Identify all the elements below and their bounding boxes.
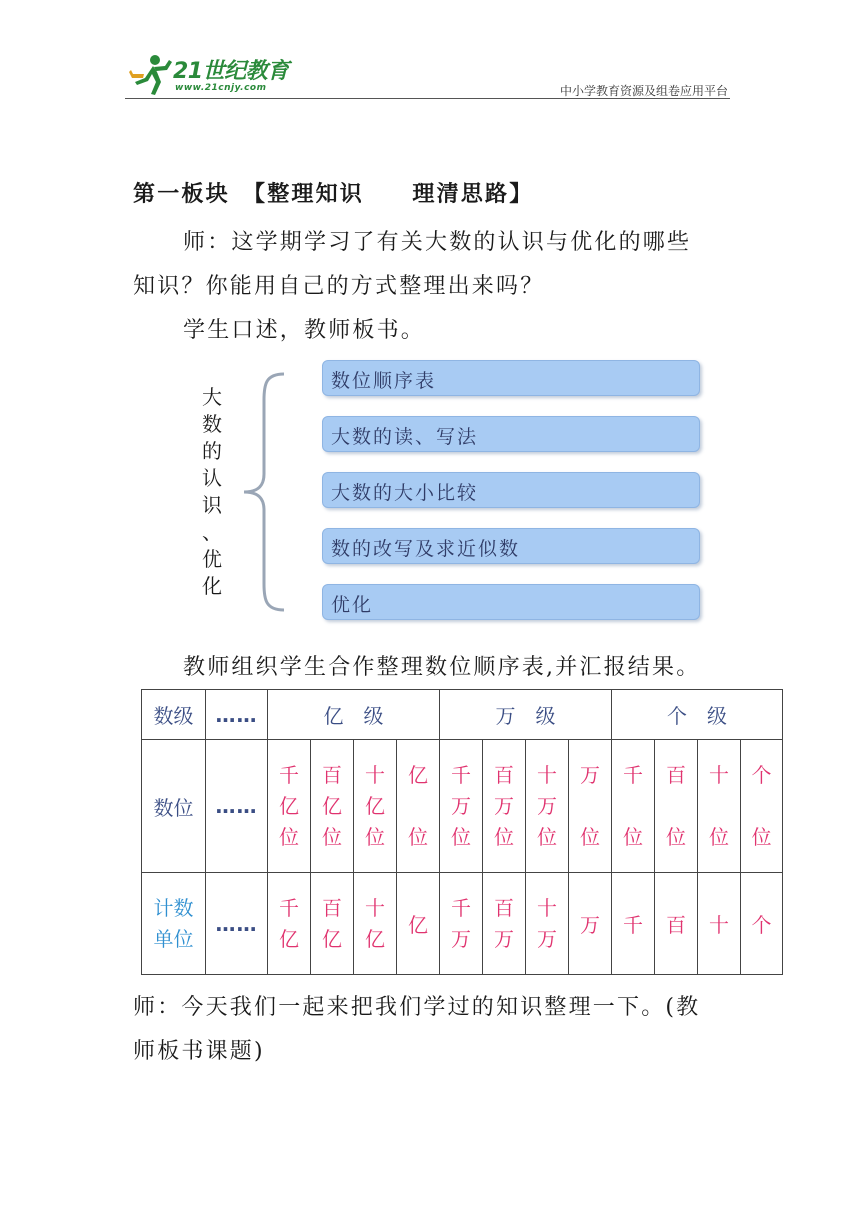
cell-char: 亿 (279, 926, 299, 951)
header-tagline: 中小学教育资源及组卷应用平台 (559, 84, 728, 98)
paragraph-3: 教师组织学生合作整理数位顺序表,并汇报结果。 (183, 655, 701, 680)
cell-char: 十 (709, 762, 729, 787)
place-cell (440, 740, 483, 873)
diagram-item-box (322, 360, 700, 396)
diagram-vertical-title (198, 384, 226, 600)
unit-cell: 百 (655, 873, 698, 975)
cell-char: 位 (751, 824, 772, 849)
diagram-item-label: 数位顺序表 (331, 370, 437, 392)
unit-cell: 十 (698, 873, 741, 975)
place-cell (268, 740, 311, 873)
cell-char: 百 (322, 895, 342, 920)
table-row-place (142, 740, 783, 873)
cell-char: 十 (537, 762, 557, 787)
diagram-item-label: 大数的读、写法 (331, 426, 479, 448)
paragraph-4-line-2: 师板书课题) (133, 1039, 265, 1064)
unit-cell (311, 873, 354, 975)
label-line: 计数 (153, 895, 194, 920)
place-cell (612, 740, 655, 873)
paragraph-2: 学生口述，教师板书。 (183, 318, 426, 343)
unit-cell: 万 (569, 873, 612, 975)
place-cell (397, 740, 440, 873)
vertical-char: 优 (202, 547, 222, 571)
cell-char: 亿 (365, 926, 385, 951)
site-logo (125, 52, 305, 98)
place-cell (354, 740, 397, 873)
ellipsis-cell: …… (206, 873, 268, 975)
unit-cell (440, 873, 483, 975)
section-title: 第一板块 【整理知识 理清思路】 (133, 181, 534, 207)
cell-char: 十 (365, 895, 385, 920)
vertical-char: 数 (202, 412, 222, 436)
cell-char: 位 (408, 824, 428, 849)
header-divider (125, 98, 730, 99)
logo-url: www.21cnjy.com (175, 83, 267, 93)
table-row-level (142, 690, 783, 740)
diagram-item-label: 数的改写及求近似数 (331, 538, 521, 560)
group-wan: 万 级 (440, 690, 612, 740)
cell-char: 千 (279, 762, 299, 787)
unit-cell (526, 873, 569, 975)
row-label-level: 数级 (142, 690, 206, 740)
cell-char: 千 (451, 895, 471, 920)
cell-char: 万 (494, 793, 514, 818)
unit-cell: 个 (741, 873, 783, 975)
row-label-place: 数位 (142, 740, 206, 873)
cell-char: 亿 (365, 793, 385, 818)
cell-char: 位 (451, 824, 471, 849)
cell-char: 万 (451, 793, 471, 818)
cell-char: 个 (751, 762, 772, 787)
cell-char: 位 (279, 824, 299, 849)
cell-char: 万 (494, 926, 514, 951)
diagram-item-label: 大数的大小比较 (331, 482, 479, 504)
cell-char: 位 (365, 824, 385, 849)
cell-char: 位 (580, 824, 600, 849)
paragraph-1-line-1: 师：这学期学习了有关大数的认识与优化的哪些 (183, 230, 692, 255)
cell-char: 亿 (322, 926, 342, 951)
cell-char: 亿 (322, 793, 342, 818)
diagram-item-box (322, 584, 700, 620)
unit-cell (268, 873, 311, 975)
place-value-table (141, 689, 783, 975)
curly-brace (240, 370, 290, 615)
diagram-item-label: 优化 (331, 594, 374, 616)
unit-cell: 千 (612, 873, 655, 975)
cell-char: 万 (580, 762, 600, 787)
cell-char: 百 (494, 895, 514, 920)
cell-char: 千 (451, 762, 471, 787)
diagram-item-box (322, 528, 700, 564)
cell-char: 千 (279, 895, 299, 920)
logo-text: 21世纪教育 (173, 59, 289, 84)
paragraph-4-line-1: 师：今天我们一起来把我们学过的知识整理一下。(教 (133, 995, 701, 1020)
cell-char: 位 (537, 824, 557, 849)
vertical-char: 大 (202, 385, 222, 409)
cell-char: 千 (623, 762, 643, 787)
diagram-item-box (322, 472, 700, 508)
cell-char: 十 (365, 762, 385, 787)
unit-cell (354, 873, 397, 975)
cell-char: 万 (451, 926, 471, 951)
place-cell (526, 740, 569, 873)
vertical-char: 化 (202, 574, 222, 598)
label-line: 单位 (153, 926, 194, 951)
cell-char: 十 (537, 895, 557, 920)
cell-char: 位 (494, 824, 514, 849)
cell-char: 百 (666, 762, 686, 787)
page-header (125, 52, 730, 100)
vertical-char: 识 (202, 493, 222, 517)
row-label-unit (142, 873, 206, 975)
cell-char: 亿 (408, 762, 428, 787)
place-cell (698, 740, 741, 873)
place-cell (311, 740, 354, 873)
vertical-char: 认 (202, 466, 222, 490)
place-cell (655, 740, 698, 873)
cell-char: 位 (666, 824, 686, 849)
ellipsis-cell: …… (206, 690, 268, 740)
ellipsis-cell: …… (206, 740, 268, 873)
unit-cell: 亿 (397, 873, 440, 975)
cell-char: 位 (322, 824, 342, 849)
diagram-item-box (322, 416, 700, 452)
unit-cell (483, 873, 526, 975)
group-ge: 个 级 (612, 690, 783, 740)
cell-char: 位 (709, 824, 729, 849)
cell-char: 万 (537, 793, 557, 818)
vertical-char: 、 (202, 520, 222, 544)
group-yi: 亿 级 (268, 690, 440, 740)
runner-icon (125, 52, 175, 98)
vertical-char: 的 (202, 439, 222, 463)
cell-char: 万 (537, 926, 557, 951)
paragraph-1-line-2: 知识？你能用自己的方式整理出来吗？ (133, 274, 545, 299)
table-row-unit (142, 873, 783, 975)
place-cell (741, 740, 783, 873)
cell-char: 位 (623, 824, 643, 849)
cell-char: 百 (322, 762, 342, 787)
place-cell (483, 740, 526, 873)
cell-char: 亿 (279, 793, 299, 818)
cell-char: 百 (494, 762, 514, 787)
place-cell (569, 740, 612, 873)
